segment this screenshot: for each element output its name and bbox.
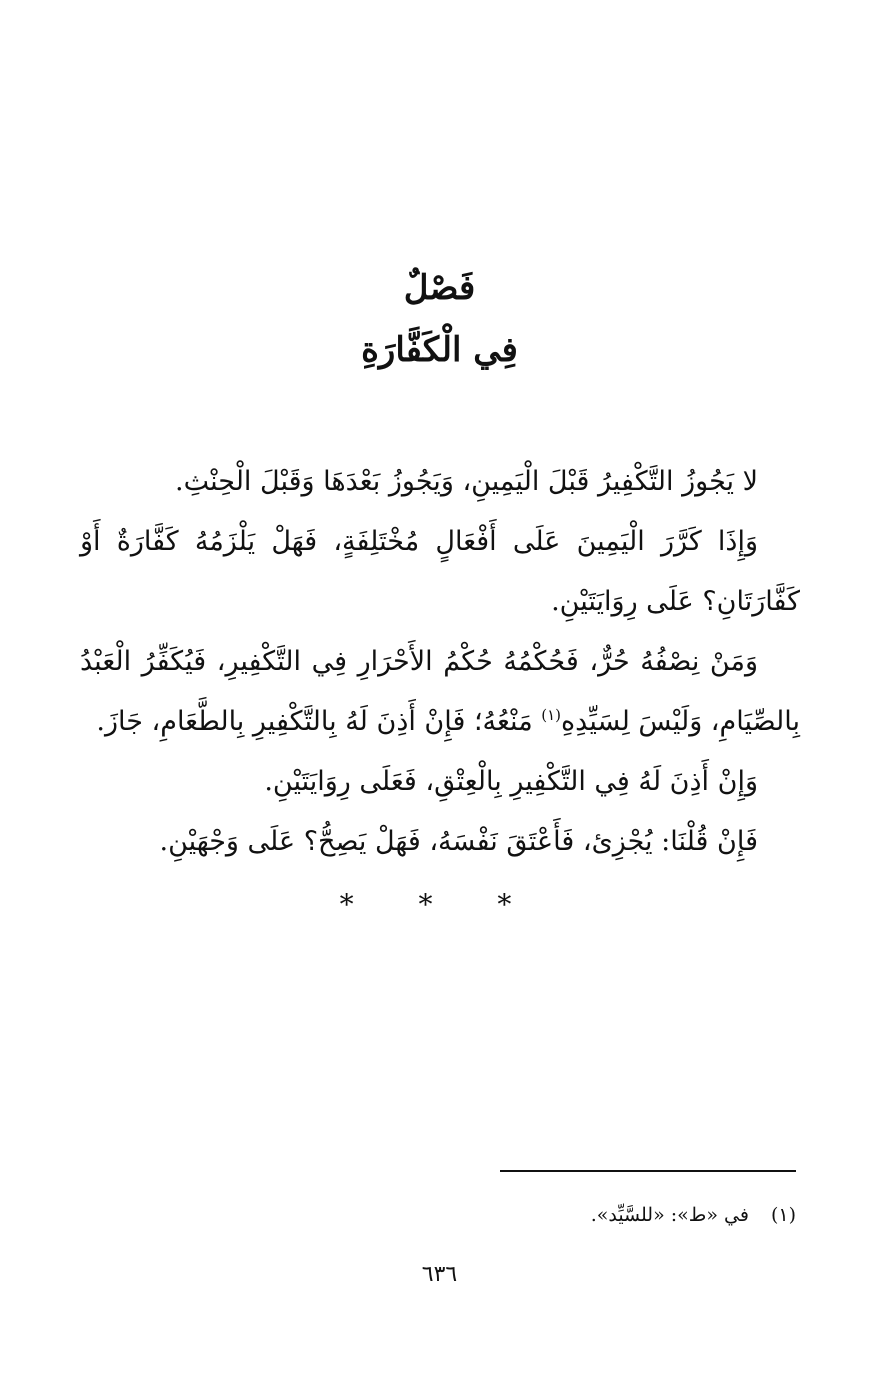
paragraph-1: لا يَجُوزُ التَّكْفِيرُ قَبْلَ الْيَمِينِ، وَيَجُوزُ بَعْدَهَا وَقَبْلَ الْحِنْثِ. — [175, 466, 758, 497]
paragraph-3-part-1: وَمَنْ نِصْفُهُ حُرٌّ، فَحُكْمُهُ حُكْمُ الأَحْرَارِ فِي التَّكْفِيرِ، فَيُكَفِّرُ الْعَبْدُ بِالصِّيَامِ، وَلَيْسَ لِسَيِّدِهِ — [80, 646, 800, 737]
footnote-number: (١) — [770, 1204, 796, 1226]
section-subheading: فِي الْكَفَّارَةِ — [361, 330, 518, 370]
paragraph-2: وَإِذَا كَرَّرَ الْيَمِينَ عَلَى أَفْعَالٍ مُخْتَلِفَةٍ، فَهَلْ يَلْزَمُهُ كَفَّارَةٌ أَوْ كَفَّارَتَانِ؟ عَلَى رِوَايَتَيْنِ. — [80, 526, 800, 617]
page-number: ٦٣٦ — [421, 1262, 458, 1287]
paragraph-4: وَإِنْ أَذِنَ لَهُ فِي التَّكْفِيرِ بِالْعِتْقِ، فَعَلَى رِوَايَتَيْنِ. — [264, 766, 758, 797]
body-text — [80, 452, 800, 872]
footnote-text: في «ط»: «للسَّيِّد». — [590, 1204, 749, 1226]
footnote — [300, 1202, 796, 1229]
paragraph-3-part-2: مَنْعُهُ؛ فَإِنْ أَذِنَ لَهُ بِالتَّكْفِيرِ بِالطَّعَامِ، جَازَ. — [96, 706, 542, 737]
footnote-divider — [500, 1170, 796, 1172]
paragraph-3 — [80, 632, 800, 752]
paragraph-5: فَإِنْ قُلْنَا: يُجْزِئ، فَأَعْتَقَ نَفْسَهُ، فَهَلْ يَصِحُّ؟ عَلَى وَجْهَيْنِ. — [159, 826, 758, 857]
footnote-reference[interactable]: (١) — [541, 706, 562, 724]
section-separator: * * * — [339, 888, 540, 921]
section-heading: فَصْلٌ — [403, 268, 476, 308]
